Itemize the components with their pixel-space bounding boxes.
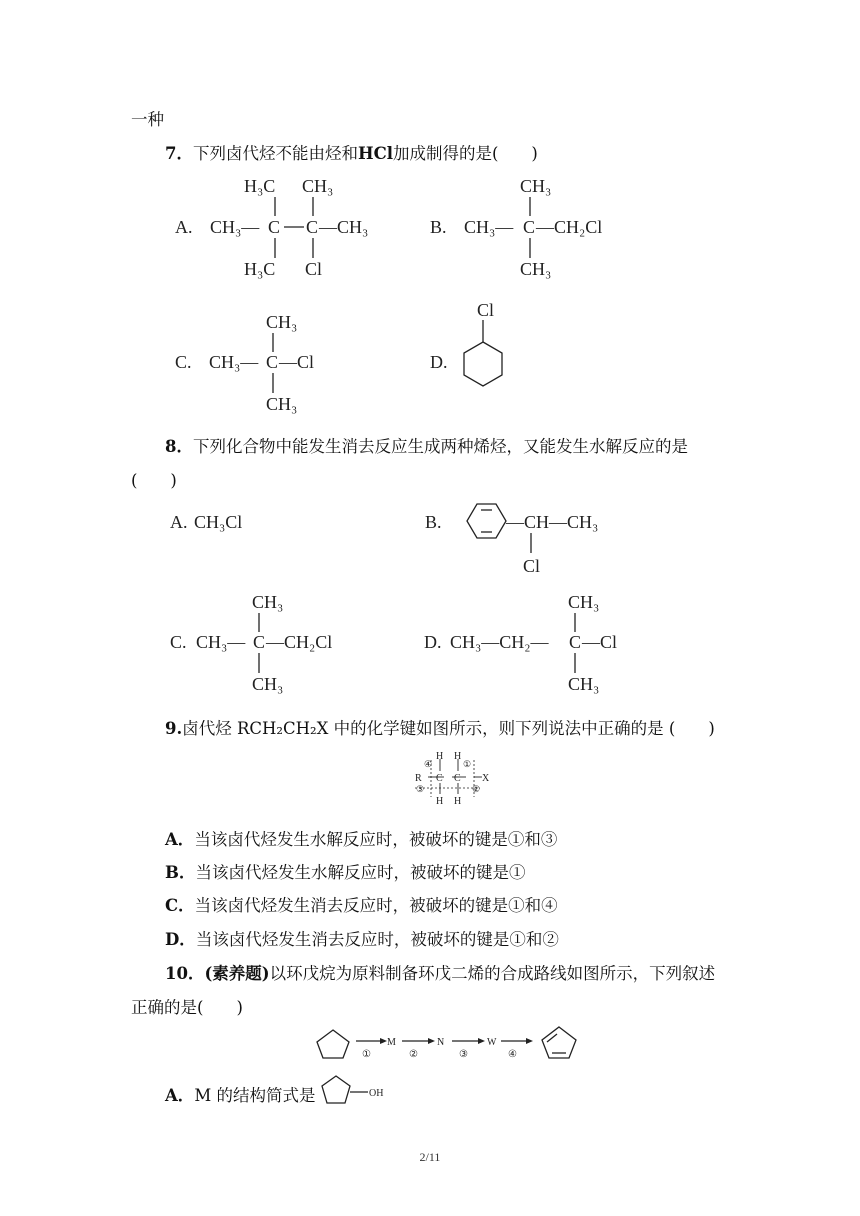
q7-a-c2: C [306, 217, 319, 237]
q9-diagram-h-bottom-1: H [436, 796, 444, 807]
option-label: D． [165, 930, 196, 949]
option-label: A． [165, 1086, 195, 1105]
q8-d-bottom: CH₃ [568, 674, 600, 694]
q7-option-b-label: B. [430, 217, 447, 237]
q9-diagram-c1: C [436, 773, 443, 784]
q8-c-bottom: CH₃ [252, 674, 284, 694]
q9-diagram-r: R [415, 773, 422, 784]
question-8-number: 8． [165, 437, 193, 456]
q10-route-w: W [487, 1037, 497, 1048]
option-label: A． [165, 830, 195, 849]
carryover-text: 一种 [131, 110, 164, 129]
q8-d-right: —Cl [582, 632, 618, 652]
q10-route-m: M [387, 1037, 396, 1048]
q8-d-center: C [569, 632, 582, 652]
question-7-number: 7． [165, 144, 193, 163]
option-text: M 的结构简式是 [194, 1086, 316, 1105]
q7-c-bottom: CH₃ [266, 394, 298, 414]
option-text: 当该卤代烃发生消去反应时，被破坏的键是①和④ [194, 896, 558, 915]
q9-bond-3: ③ [416, 784, 425, 794]
q9-bond-4: ④ [424, 759, 433, 769]
q7-c-right: —Cl [279, 352, 315, 372]
q7-b-right: —CH₂Cl [536, 217, 603, 237]
question-7-bold-term: HCl [357, 144, 393, 163]
option-text: 当该卤代烃发生水解反应时，被破坏的键是①和③ [194, 830, 558, 849]
option-label: C． [165, 896, 195, 915]
q8-b-chain: —CH—CH₃ [506, 512, 599, 532]
question-10-text2: 正确的是( [131, 998, 204, 1017]
q7-a-bottom-right: Cl [305, 259, 323, 279]
q7-option-d-label: D. [430, 352, 448, 372]
q7-a-top-right: CH₃ [302, 176, 334, 196]
q8-b-cl: Cl [523, 556, 541, 576]
page-footer: 2/11 [419, 1150, 441, 1164]
question-9-paren: ( ) [668, 719, 715, 738]
q7-a-right: —CH₃ [319, 217, 369, 237]
q7-option-c-label: C. [175, 352, 192, 372]
q8-a-formula: CH₃Cl [194, 512, 243, 532]
question-9-number: 9. [165, 719, 183, 738]
question-10-text: 以环戊烷为原料制备环戊二烯的合成路线如图所示，下列叙述 [269, 964, 716, 983]
q8-option-d-label: D. [424, 632, 442, 652]
option-text: 当该卤代烃发生水解反应时，被破坏的键是① [195, 863, 526, 882]
q7-a-top-left: H₃C [244, 176, 276, 196]
q8-d-top: CH₃ [568, 592, 600, 612]
q7-a-bottom-left: H₃C [244, 259, 276, 279]
question-8-text: 下列化合物中能发生消去反应生成两种烯烃，又能发生水解反应的是 [192, 437, 688, 456]
q7-b-center: C [523, 217, 536, 237]
q10-route-n: N [437, 1037, 445, 1048]
q10-step-4: ④ [508, 1049, 517, 1060]
q10-step-3: ③ [459, 1049, 468, 1060]
q8-c-center: C [253, 632, 266, 652]
option-text: 当该卤代烃发生消去反应时，被破坏的键是①和② [195, 930, 559, 949]
q8-option-c-label: C. [170, 632, 187, 652]
q9-bond-1: ① [463, 759, 472, 769]
q10-step-1: ① [362, 1049, 371, 1060]
q8-c-right: —CH₂Cl [266, 632, 333, 652]
question-8-paren: ( ) [131, 471, 177, 490]
q7-a-c1: C [268, 217, 281, 237]
q9-diagram-c2: C [454, 773, 461, 784]
q7-a-left: CH₃— [210, 217, 260, 237]
q7-c-left: CH₃— [209, 352, 259, 372]
q8-c-left: CH₃— [196, 632, 246, 652]
question-7-text2: 加成制得的是( [392, 144, 499, 163]
question-10-blank: ) [203, 998, 243, 1017]
q7-c-top: CH₃ [266, 312, 298, 332]
q7-b-left: CH₃— [464, 217, 514, 237]
q10-a-oh: OH [369, 1088, 384, 1099]
q8-d-left: CH₃—CH₂— [450, 632, 549, 652]
q7-c-center: C [266, 352, 279, 372]
question-9-text: 卤代烃 RCH₂CH₂X 中的化学键如图所示，则下列说法中正确的是 [182, 719, 664, 738]
q7-d-cl: Cl [477, 300, 495, 320]
q9-diagram-h-top-1: H [436, 751, 444, 762]
q8-option-a-label: A. [170, 512, 188, 532]
question-7-text: 下列卤代烃不能由烃和 [192, 144, 358, 163]
question-10-number: 10． [165, 964, 205, 983]
q9-diagram-h-bottom-2: H [454, 796, 462, 807]
q10-step-2: ② [409, 1049, 418, 1060]
q7-b-top: CH₃ [520, 176, 552, 196]
q9-diagram-x: X [482, 773, 490, 784]
q9-bond-2: ② [472, 784, 481, 794]
q8-option-b-label: B. [425, 512, 442, 532]
question-7-blank: ) [498, 144, 538, 163]
q7-b-bottom: CH₃ [520, 259, 552, 279]
question-10-tag: (素养题) [204, 964, 270, 983]
q8-c-top: CH₃ [252, 592, 284, 612]
q7-option-a-label: A. [175, 217, 193, 237]
q9-diagram-h-top-2: H [454, 751, 462, 762]
option-label: B． [165, 863, 196, 882]
